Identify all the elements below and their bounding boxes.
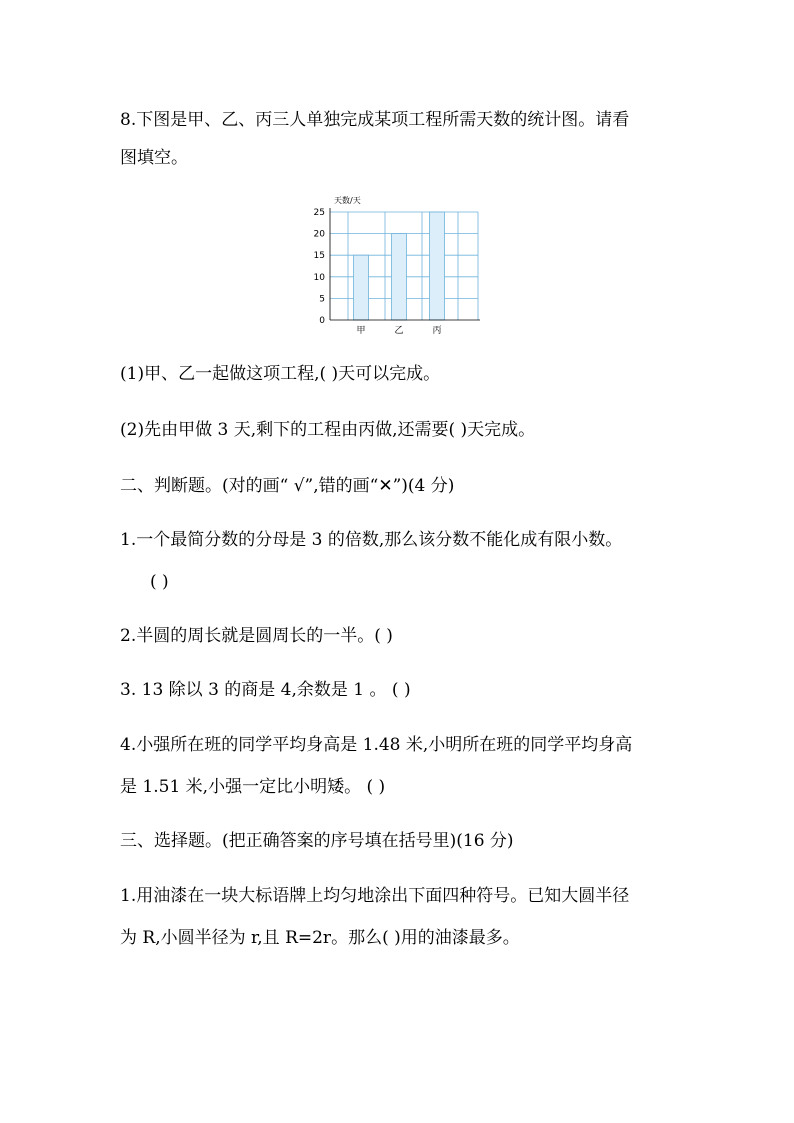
y-tick-label: 5 [319,294,325,305]
question-8-text-line1: 8.下图是甲、乙、丙三人单独完成某项工程所需天数的统计图。请看 [120,110,630,130]
bar-1 [354,255,369,320]
question-8-sub2: (2)先由甲做 3 天,剩下的工程由丙做,还需要( )天完成。 [120,420,536,440]
y-tick-labels [314,208,326,326]
x-tick-label: 丙 [432,326,442,336]
section-2-heading: 二、判断题。(对的画“ √”,错的画“✕”)(4 分) [120,476,455,496]
x-tick-label: 乙 [394,326,404,336]
section-2-q1-answer-bracket: ( ) [150,572,169,592]
section-3-q1-line2: 为 R,小圆半径为 r,且 R=2r。那么( )用的油漆最多。 [120,928,520,948]
y-tick-label: 15 [313,251,325,262]
section-2-q1-line1: 1.一个最简分数的分母是 3 的倍数,那么该分数不能化成有限小数。 [120,530,623,550]
section-3-q1-line1: 1.用油漆在一块大标语牌上均匀地涂出下面四种符号。已知大圆半径 [120,886,630,906]
bar-chart [300,193,490,343]
section-3-heading: 三、选择题。(把正确答案的序号填在括号里)(16 分) [120,831,514,851]
y-tick-label: 10 [313,272,325,283]
question-8-text-line2: 图填空。 [120,148,188,168]
y-tick-label: 25 [313,208,325,218]
bar-2 [392,234,407,320]
section-2-q4-line1: 4.小强所在班的同学平均身高是 1.48 米,小明所在班的同学平均身高 [120,735,633,755]
y-tick-label: 20 [313,229,325,240]
y-tick-label: 0 [319,316,325,326]
bars [354,212,445,320]
section-2-q2: 2.半圆的周长就是圆周长的一半。( ) [120,626,393,646]
x-tick-label: 甲 [356,326,366,336]
section-2-q4-line2: 是 1.51 米,小强一定比小明矮。 ( ) [120,777,386,797]
x-tick-labels [356,325,441,336]
bar-3 [430,212,445,320]
y-axis-label: 天数/天 [334,196,361,205]
question-8-sub1: (1)甲、乙一起做这项工程,( )天可以完成。 [120,364,441,384]
section-2-q3: 3. 13 除以 3 的商是 4,余数是 1 。 ( ) [120,680,411,700]
